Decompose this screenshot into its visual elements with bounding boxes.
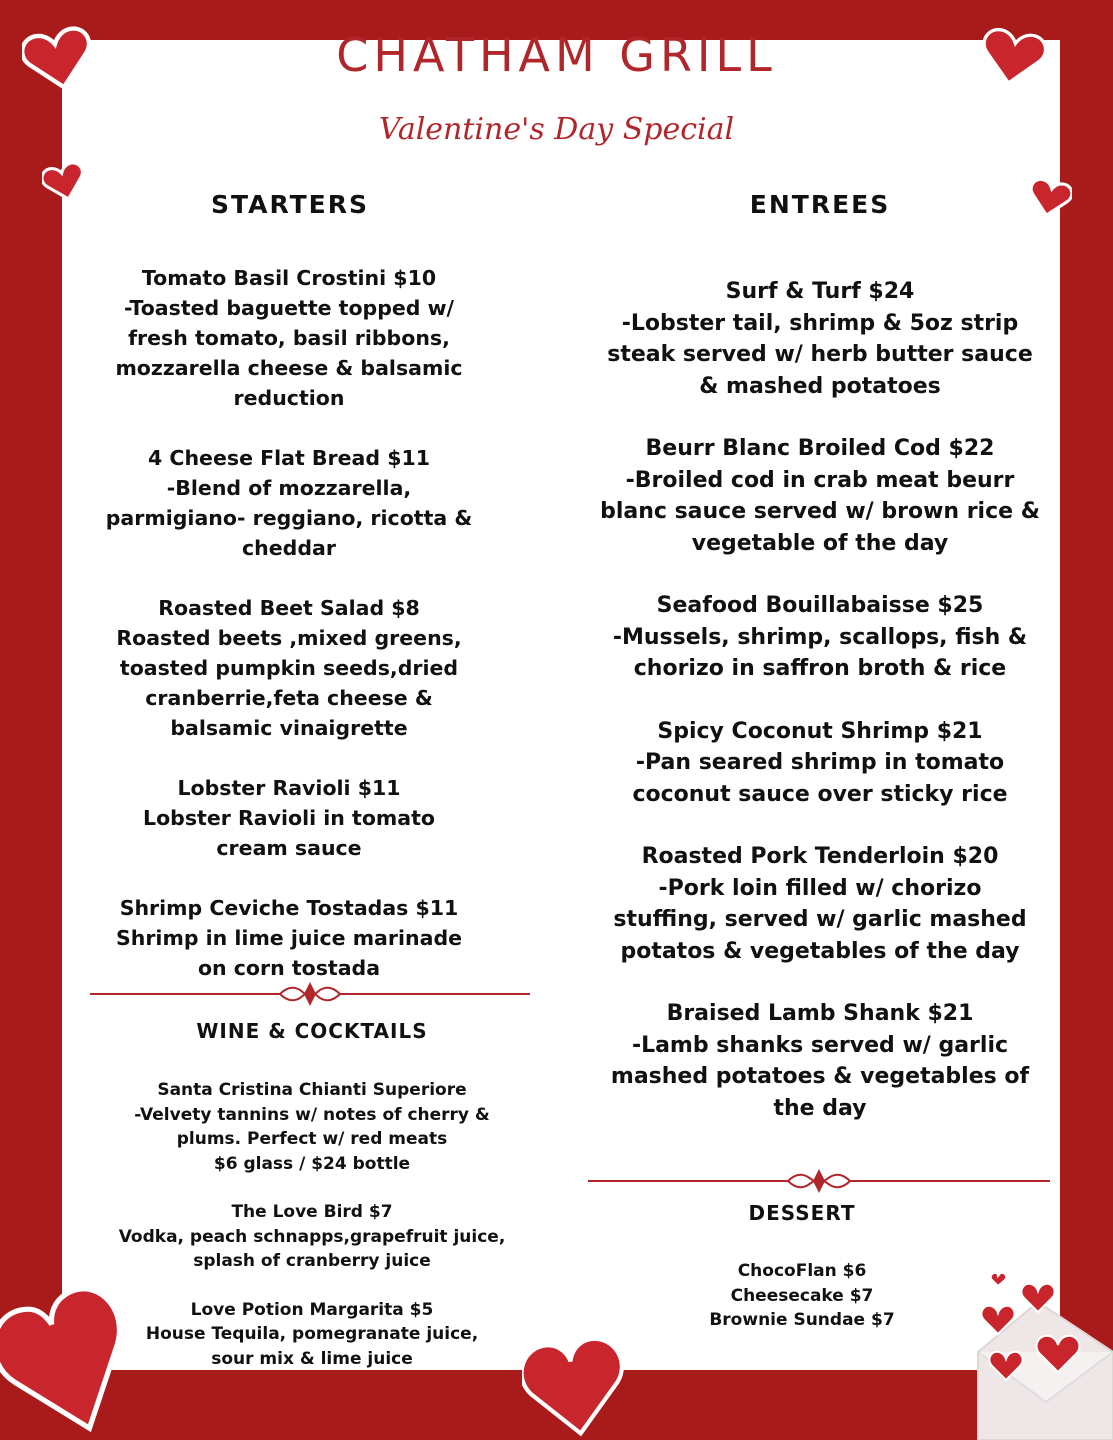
starters-list xyxy=(84,263,494,1013)
starter-description: Roasted beets ,mixed greens, toasted pumpkin seeds,dried cranberrie,feta cheese & balsamic vinaigrette xyxy=(116,626,462,740)
dessert-list xyxy=(652,1259,952,1333)
starter-name: Tomato Basil Crostini $10 xyxy=(141,266,437,290)
wine-cocktails-heading: WINE & COCKTAILS xyxy=(196,1019,428,1043)
starter-item xyxy=(84,893,494,983)
heart-icon xyxy=(0,1282,130,1440)
starter-item xyxy=(84,773,494,863)
heart-icon xyxy=(42,162,86,202)
dessert-heading: DESSERT xyxy=(748,1201,856,1225)
heart-icon xyxy=(1028,178,1072,218)
entree-description: -Pan seared shrimp in tomato coconut sauce over sticky rice xyxy=(632,750,1008,807)
starters-divider xyxy=(90,980,530,1008)
entrees-heading: ENTREES xyxy=(749,190,891,219)
entree-description: -Lobster tail, shrimp & 5oz strip steak served w/ herb butter sauce & mashed potatoes xyxy=(607,310,1033,399)
menu-subtitle: Valentine's Day Special xyxy=(378,112,735,147)
entree-description: -Pork loin filled w/ chorizo stuffing, served w/ garlic mashed potatos & vegetables of the day xyxy=(613,875,1027,964)
entree-name: Braised Lamb Shank $21 xyxy=(666,1001,974,1026)
drink-name: Love Potion Margarita $5 xyxy=(190,1299,434,1320)
entree-description: -Lamb shanks served w/ garlic mashed potatoes & vegetables of the day xyxy=(610,1032,1030,1121)
entree-name: Beurr Blanc Broiled Cod $22 xyxy=(645,436,995,461)
entree-item xyxy=(578,276,1062,402)
drink-name: Santa Cristina Chianti Superiore xyxy=(157,1080,467,1100)
drink-name: The Love Bird $7 xyxy=(231,1202,393,1222)
drink-item xyxy=(92,1200,532,1274)
drink-item xyxy=(92,1078,532,1176)
starter-name: Lobster Ravioli $11 xyxy=(177,776,401,800)
starters-heading: STARTERS xyxy=(211,190,369,219)
starter-item xyxy=(84,593,494,743)
dessert-item: Cheesecake $7 xyxy=(730,1285,874,1306)
entree-item xyxy=(578,841,1062,967)
entree-name: Roasted Pork Tenderloin $20 xyxy=(641,844,999,869)
starter-description: -Blend of mozzarella, parmigiano- reggiano, ricotta & cheddar xyxy=(105,476,473,560)
entree-description: -Broiled cod in crab meat beurr blanc sauce served w/ brown rice & vegetable of the day xyxy=(600,467,1040,556)
starter-name: 4 Cheese Flat Bread $11 xyxy=(148,446,430,470)
envelope-icon xyxy=(958,1272,1113,1440)
drink-description: -Velvety tannins w/ notes of cherry & plums. Perfect w/ red meats $6 glass / $24 bottle xyxy=(134,1104,490,1174)
drink-item xyxy=(92,1298,532,1372)
entree-name: Seafood Bouillabaisse $25 xyxy=(656,593,984,618)
entree-name: Surf & Turf $24 xyxy=(725,279,915,304)
heart-icon xyxy=(22,26,94,92)
entree-item xyxy=(578,590,1062,685)
restaurant-name: CHATHAM GRILL xyxy=(336,28,777,82)
starter-description: -Toasted baguette topped w/ fresh tomato, basil ribbons, mozzarella cheese & balsamic reduction xyxy=(115,296,463,410)
entree-item xyxy=(578,716,1062,811)
starter-item xyxy=(84,263,494,413)
starter-name: Roasted Beet Salad $8 xyxy=(158,596,420,620)
starter-name: Shrimp Ceviche Tostadas $11 xyxy=(119,896,459,920)
starter-item xyxy=(84,443,494,563)
starter-description: Shrimp in lime juice marinade on corn tostada xyxy=(115,926,463,980)
entrees-list xyxy=(578,276,1062,1155)
starter-description: Lobster Ravioli in tomato cream sauce xyxy=(143,806,435,860)
heart-icon xyxy=(522,1332,626,1440)
entrees-divider xyxy=(588,1167,1050,1195)
entree-description: -Mussels, shrimp, scallops, fish & chorizo in saffron broth & rice xyxy=(612,624,1028,681)
entree-name: Spicy Coconut Shrimp $21 xyxy=(657,718,983,744)
dessert-item: ChocoFlan $6 xyxy=(737,1261,867,1281)
wine-cocktails-list xyxy=(92,1078,532,1395)
drink-description: House Tequila, pomegranate juice, sour mix & lime juice xyxy=(145,1324,479,1369)
entree-item xyxy=(578,998,1062,1124)
drink-description: Vodka, peach schnapps,grapefruit juice, splash of cranberry juice xyxy=(118,1226,506,1271)
entree-item xyxy=(578,433,1062,559)
heart-icon xyxy=(980,26,1046,88)
dessert-item: Brownie Sundae $7 xyxy=(709,1310,895,1330)
